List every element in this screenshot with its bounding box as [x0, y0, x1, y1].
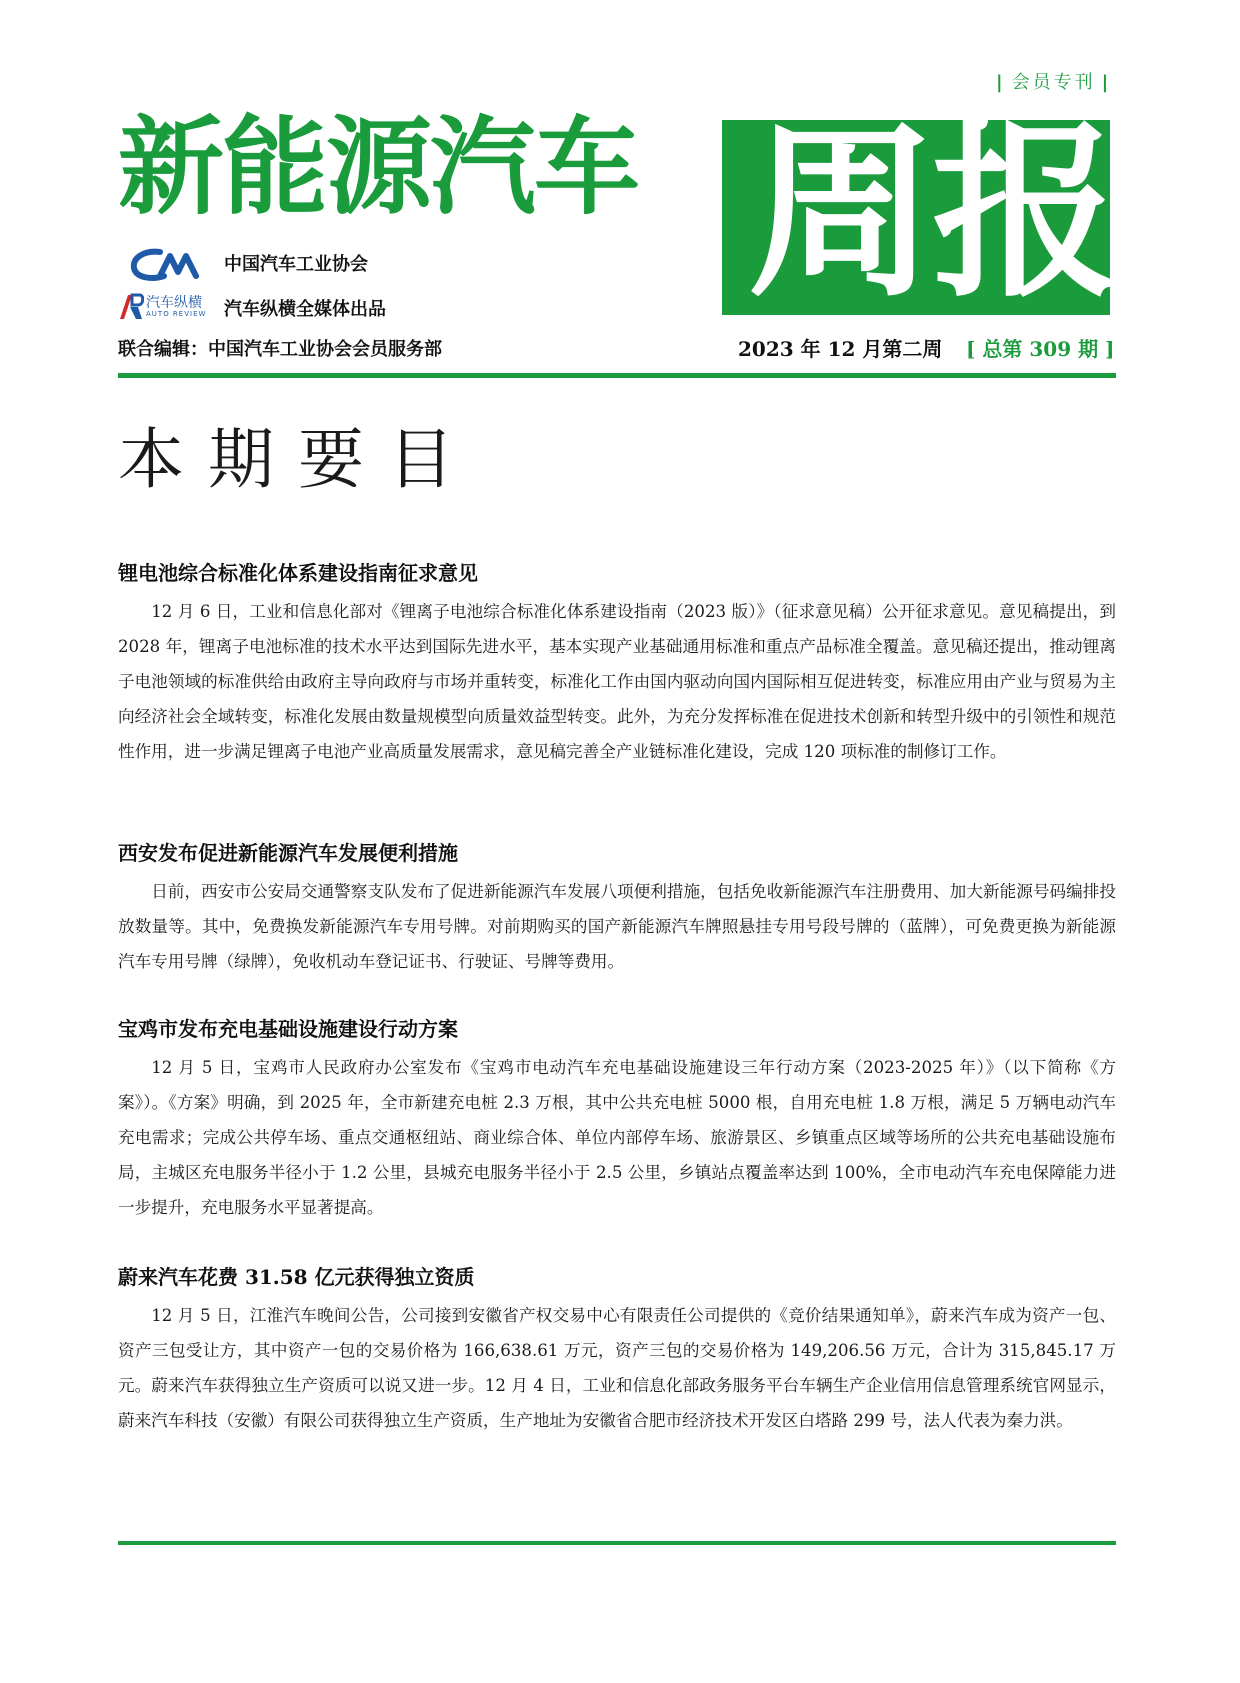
masthead-badge-text: 周报	[748, 102, 1116, 323]
article-body: 12 月 6 日，工业和信息化部对《锂离子电池综合标准化体系建设指南（2023 版）》（征求意见稿）公开征求意见。意见稿提出，到 2028 年，锂离子电池标准的技术水平达到国际先进水平，基本实现产业基础通用标准和重点产品标准全覆盖。意见稿还提出，推动锂离子电池领域的标准供给由政府主导向政府与市场并重转变，标准化工作由国内驱动向国内国际相互促进转变，标准应用由产业与贸易为主向经济社会全域转变，标准化发展由数量规模型向质量效益型转变。此外，为充分发挥标准在促进技术创新和转型升级中的引领性和规范性作用，进一步满足锂离子电池产业高质量发展需求，意见稿完善全产业链标准化建设，完成 120 项标准的制修订工作。	[118, 602, 1116, 761]
article	[118, 1014, 1116, 1225]
article	[118, 1262, 1116, 1438]
article-title: 锂电池综合标准化体系建设指南征求意见	[118, 561, 478, 585]
article-title: 宝鸡市发布充电基础设施建设行动方案	[118, 1017, 458, 1041]
logo-brand-en-text: AUTO REVIEW	[146, 310, 207, 318]
caam-logo-icon	[130, 248, 202, 282]
section-title: 本期要目	[118, 421, 478, 498]
co-editor-line: 联合编辑：中国汽车工业协会会员服务部	[118, 339, 442, 360]
article-title: 蔚来汽车花费 31.58 亿元获得独立资质	[118, 1265, 475, 1289]
issue-date: 2023 年 12 月第二周	[738, 337, 943, 361]
article-title: 西安发布促进新能源汽车发展便利措施	[118, 841, 458, 865]
auto-review-logo-icon	[118, 293, 144, 321]
article-body: 12 月 5 日，江淮汽车晚间公告，公司接到安徽省产权交易中心有限责任公司提供的《竞价结果通知单》，蔚来汽车成为资产一包、资产三包受让方，其中资产一包的交易价格为 166,638.61 万元，资产三包的交易价格为 149,206.56 万元，合计为 315,845.17 万元。蔚来汽车获得独立生产资质可以说又进一步。12 月 4 日，工业和信息化部政务服务平台车辆生产企业信用信息管理系统官网显示，蔚来汽车科技（安徽）有限公司获得独立生产资质，生产地址为安徽省合肥市经济技术开发区白塔路 299 号，法人代表为秦力洪。	[118, 1306, 1116, 1430]
article-body: 日前，西安市公安局交通警察支队发布了促进新能源汽车发展八项便利措施，包括免收新能源汽车注册费用、加大新能源号码编排投放数量等。其中，免费换发新能源汽车专用号牌。对前期购买的国产新能源汽车牌照悬挂专用号段号牌的（蓝牌），可免费更换为新能源汽车专用号牌（绿牌），免收机动车登记证书、行驶证、号牌等费用。	[118, 882, 1116, 971]
member-edition-tag: | 会员专刊 |	[996, 72, 1112, 93]
article	[118, 838, 1116, 979]
masthead-title: 新能源汽车	[118, 106, 638, 229]
footer-divider	[118, 1541, 1116, 1545]
article	[118, 558, 1116, 769]
publisher-line: 汽车纵横全媒体出品	[224, 299, 386, 320]
logo-brand-text: 汽车纵横	[146, 295, 202, 311]
header-divider	[118, 373, 1116, 378]
issue-number: [ 总第 309 期 ]	[966, 337, 1115, 361]
org-name: 中国汽车工业协会	[224, 254, 368, 275]
article-body: 12 月 5 日，宝鸡市人民政府办公室发布《宝鸡市电动汽车充电基础设施建设三年行动方案（2023-2025 年）》（以下简称《方案》）。《方案》明确，到 2025 年，全市新建充电桩 2.3 万根，其中公共充电桩 5000 根，自用充电桩 1.8 万根，满足 5 万辆电动汽车充电需求；完成公共停车场、重点交通枢纽站、商业综合体、单位内部停车场、旅游景区、乡镇重点区域等场所的公共充电基础设施布局，主城区充电服务半径小于 1.2 公里，县城充电服务半径小于 2.5 公里，乡镇站点覆盖率达到 100%，全市电动汽车充电保障能力进一步提升，充电服务水平显著提高。	[118, 1058, 1116, 1217]
